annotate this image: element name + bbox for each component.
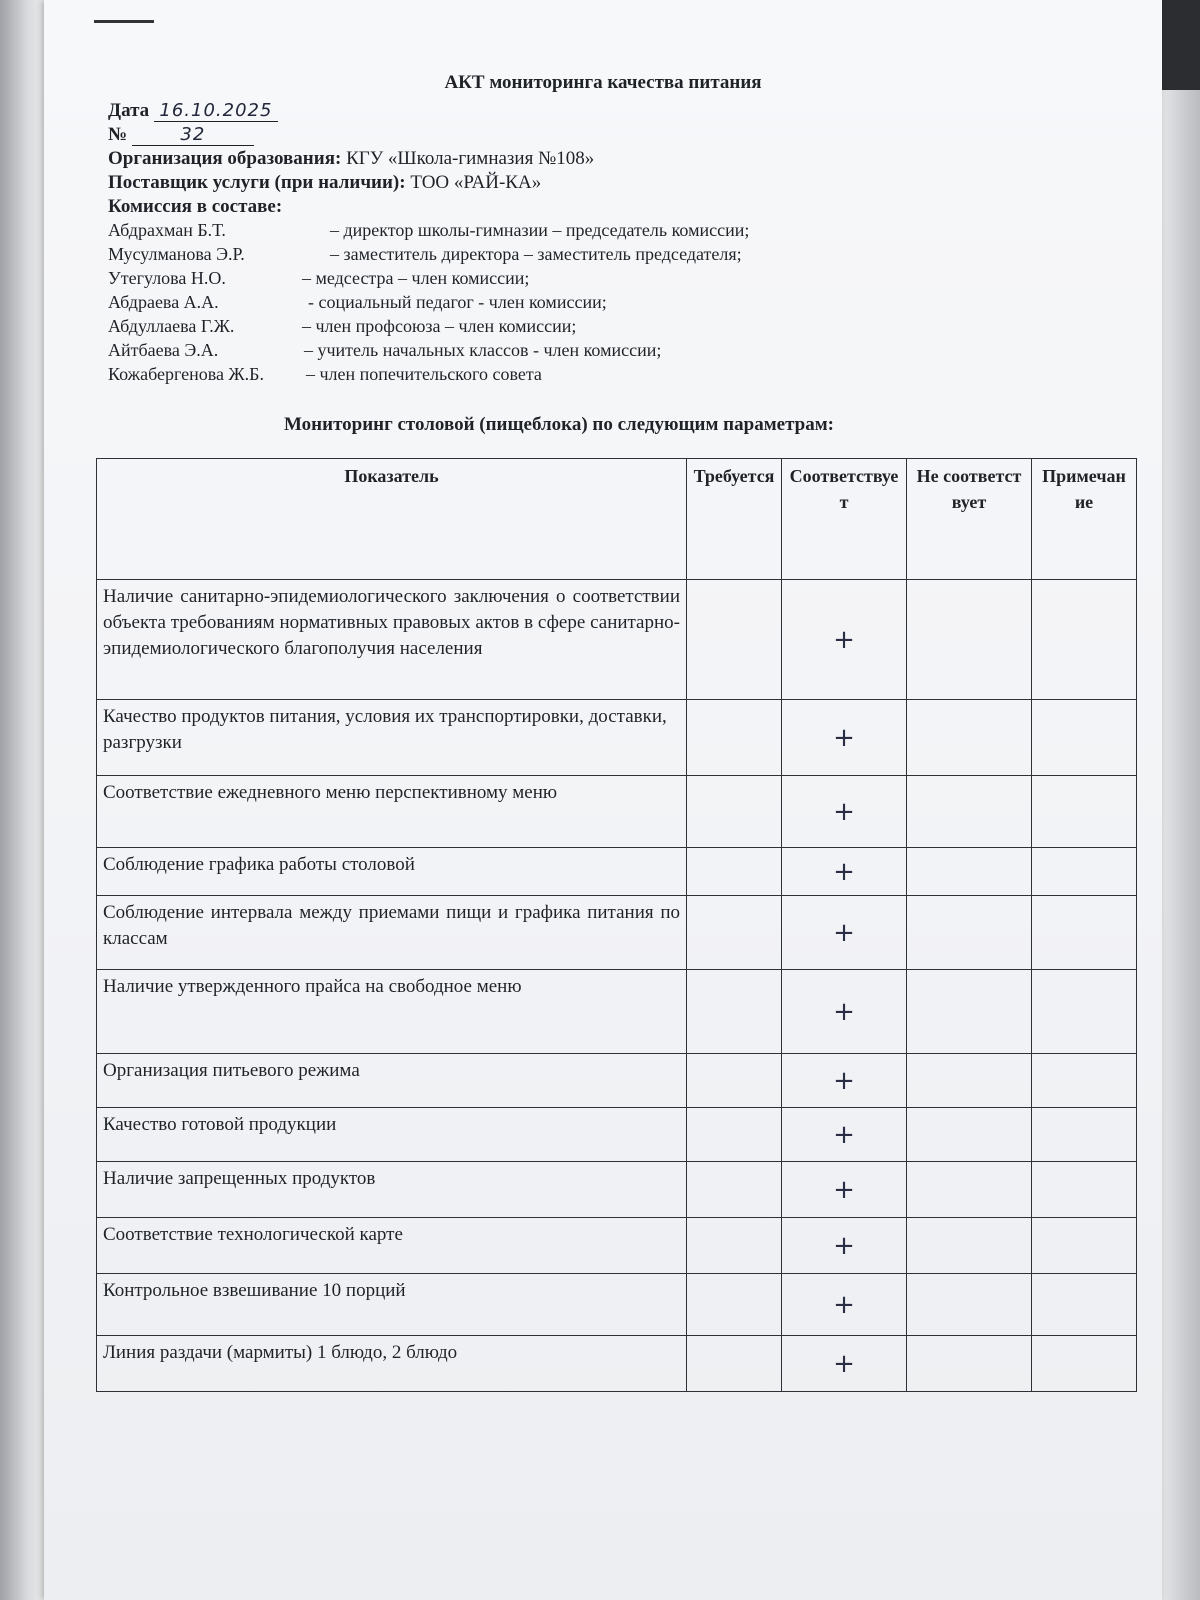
- header-indicator: Показатель: [97, 459, 687, 580]
- number-label: №: [108, 124, 128, 145]
- date-value: 16.10.2025: [154, 101, 278, 122]
- compliant-mark: +: [782, 776, 907, 848]
- supplier-label: Поставщик услуги (при наличии):: [108, 172, 406, 193]
- required-cell: [687, 896, 782, 970]
- noncompliant-cell: [907, 776, 1032, 848]
- note-cell: [1032, 776, 1137, 848]
- compliant-mark: +: [782, 1162, 907, 1218]
- indicator-cell: Наличие запрещенных продуктов: [97, 1162, 687, 1218]
- header-noncompliant: Не соответствует: [907, 459, 1032, 580]
- table-row: [97, 896, 1137, 970]
- note-cell: [1032, 1162, 1137, 1218]
- note-cell: [1032, 1108, 1137, 1162]
- note-cell: [1032, 1274, 1137, 1336]
- member-name: Мусулманова Э.Р.: [108, 244, 245, 264]
- compliant-mark: +: [782, 580, 907, 700]
- note-cell: [1032, 580, 1137, 700]
- member-name: Айтбаева Э.А.: [108, 340, 219, 360]
- compliant-mark: +: [782, 700, 907, 776]
- compliant-mark: +: [782, 896, 907, 970]
- member-name: Абдрахман Б.Т.: [108, 220, 226, 240]
- member-role: – член профсоюза – член комиссии;: [302, 316, 577, 336]
- commission-line: [108, 196, 282, 218]
- noncompliant-cell: [907, 580, 1032, 700]
- indicator-cell: Качество готовой продукции: [97, 1108, 687, 1162]
- number-line: [108, 124, 254, 146]
- supplier-value: ТОО «РАЙ-КА»: [410, 172, 542, 193]
- member-role: – учитель начальных классов - член комиссии;: [304, 340, 662, 360]
- noncompliant-cell: [907, 1274, 1032, 1336]
- commission-label: Комиссия в составе:: [108, 196, 283, 217]
- required-cell: [687, 970, 782, 1054]
- table-row: [97, 848, 1137, 896]
- indicator-cell: Соответствие ежедневного меню перспективному меню: [97, 776, 687, 848]
- note-cell: [1032, 700, 1137, 776]
- compliant-mark: +: [782, 1274, 907, 1336]
- indicator-cell: Организация питьевого режима: [97, 1054, 687, 1108]
- desk-left-edge: [0, 0, 46, 1600]
- table-row: [97, 1218, 1137, 1274]
- noncompliant-cell: [907, 848, 1032, 896]
- compliant-mark: +: [782, 970, 907, 1054]
- member-name: Кожабергенова Ж.Б.: [108, 364, 264, 384]
- noncompliant-cell: [907, 1218, 1032, 1274]
- indicator-cell: Наличие санитарно-эпидемиологического заключения о соответствии объекта требованиям нормативных правовых актов в сфере санитарно-эпидемиологического благополучия населения: [97, 580, 687, 700]
- header-note: Примечание: [1032, 459, 1137, 580]
- indicator-cell: Соблюдение графика работы столовой: [97, 848, 687, 896]
- required-cell: [687, 1336, 782, 1392]
- note-cell: [1032, 896, 1137, 970]
- member-role: – член попечительского совета: [306, 364, 542, 384]
- required-cell: [687, 1054, 782, 1108]
- note-cell: [1032, 1054, 1137, 1108]
- indicator-cell: Соблюдение интервала между приемами пищи и графика питания по классам: [97, 896, 687, 970]
- noncompliant-cell: [907, 700, 1032, 776]
- organization-label: Организация образования:: [108, 148, 342, 169]
- organization-line: [108, 148, 594, 170]
- table-row: [97, 1162, 1137, 1218]
- noncompliant-cell: [907, 1162, 1032, 1218]
- indicator-cell: Качество продуктов питания, условия их транспортировки, доставки, разгрузки: [97, 700, 687, 776]
- indicator-cell: Контрольное взвешивание 10 порций: [97, 1274, 687, 1336]
- noncompliant-cell: [907, 1054, 1032, 1108]
- document-title: АКТ мониторинга качества питания: [444, 72, 762, 93]
- monitoring-table: [96, 458, 1137, 1392]
- table-row: [97, 1336, 1137, 1392]
- compliant-mark: +: [782, 1218, 907, 1274]
- indicator-cell: Линия раздачи (мармиты) 1 блюдо, 2 блюдо: [97, 1336, 687, 1392]
- member-role: - социальный педагог - член комиссии;: [308, 292, 607, 312]
- member-role: – медсестра – член комиссии;: [302, 268, 530, 288]
- supplier-line: [108, 172, 541, 194]
- noncompliant-cell: [907, 1336, 1032, 1392]
- note-cell: [1032, 1218, 1137, 1274]
- paper-sheet: [44, 0, 1162, 1600]
- table-row: [97, 1054, 1137, 1108]
- compliant-mark: +: [782, 1054, 907, 1108]
- member-name: Абдуллаева Г.Ж.: [108, 316, 235, 336]
- indicator-cell: Соответствие технологической карте: [97, 1218, 687, 1274]
- table-row: [97, 776, 1137, 848]
- date-label: Дата: [108, 100, 150, 121]
- noncompliant-cell: [907, 896, 1032, 970]
- member-role: – директор школы-гимназии – председатель комиссии;: [330, 220, 750, 240]
- table-row: [97, 1108, 1137, 1162]
- note-cell: [1032, 970, 1137, 1054]
- required-cell: [687, 1218, 782, 1274]
- desk-right-edge: [1160, 0, 1200, 1600]
- table-header-row: [97, 459, 1137, 580]
- table-row: [97, 1274, 1137, 1336]
- required-cell: [687, 776, 782, 848]
- required-cell: [687, 1162, 782, 1218]
- required-cell: [687, 1108, 782, 1162]
- required-cell: [687, 1274, 782, 1336]
- corner-mark: [94, 20, 154, 23]
- required-cell: [687, 700, 782, 776]
- noncompliant-cell: [907, 970, 1032, 1054]
- note-cell: [1032, 848, 1137, 896]
- compliant-mark: +: [782, 848, 907, 896]
- note-cell: [1032, 1336, 1137, 1392]
- date-line: [108, 100, 278, 122]
- number-value: 32: [132, 125, 254, 146]
- required-cell: [687, 580, 782, 700]
- compliant-mark: +: [782, 1108, 907, 1162]
- compliant-mark: +: [782, 1336, 907, 1392]
- header-compliant: Соответствует: [782, 459, 907, 580]
- member-role: – заместитель директора – заместитель председателя;: [330, 244, 742, 264]
- member-name: Абдраева А.А.: [108, 292, 219, 312]
- indicator-cell: Наличие утвержденного прайса на свободное меню: [97, 970, 687, 1054]
- table-row: [97, 970, 1137, 1054]
- monitoring-subtitle: Мониторинг столовой (пищеблока) по следующим параметрам:: [284, 414, 834, 435]
- table-row: [97, 700, 1137, 776]
- table-row: [97, 580, 1137, 700]
- required-cell: [687, 848, 782, 896]
- member-name: Утегулова Н.О.: [108, 268, 226, 288]
- noncompliant-cell: [907, 1108, 1032, 1162]
- header-required: Требуется: [687, 459, 782, 580]
- organization-value: КГУ «Школа-гимназия №108»: [346, 148, 595, 169]
